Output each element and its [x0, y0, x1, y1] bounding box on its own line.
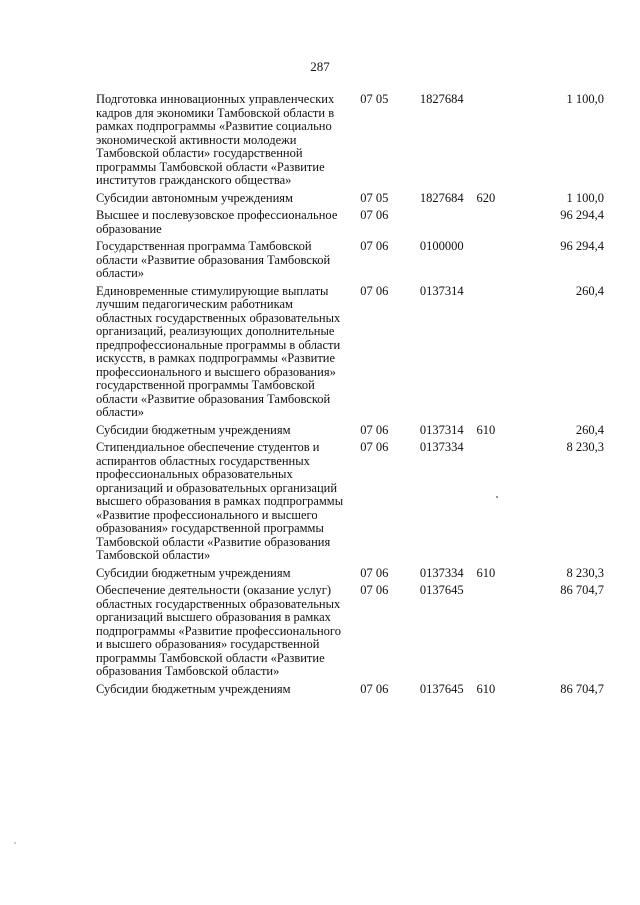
scan-speck	[496, 496, 498, 498]
expense-type-code	[476, 285, 522, 424]
section-code: 07 05	[360, 92, 389, 106]
item-name: Подготовка инновационных управленческих кадров для экономики Тамбовской области в рамках подпрограммы «Развитие социально экономической активности молодежи Тамбовской области» государственной программы Тамбовской области «Развитие институтов гражданского общества»	[96, 92, 335, 187]
section-code: 07 06	[360, 565, 389, 580]
amount: 86 704,7	[560, 681, 604, 696]
amount: 8 230,3	[566, 440, 604, 454]
section-code: 07 06	[360, 583, 389, 597]
table-row	[96, 240, 604, 285]
section-code: 07 05	[360, 190, 389, 205]
expense-type-code: 610	[476, 681, 496, 696]
table-row	[96, 285, 604, 424]
target-code: 0137314	[419, 422, 464, 437]
target-code: 1827684	[419, 92, 464, 106]
section-code: 07 06	[360, 422, 389, 437]
amount: 260,4	[575, 283, 604, 298]
item-name: Субсидии автономным учреждениям	[96, 190, 293, 205]
target-code: 0100000	[419, 239, 464, 253]
table-row	[96, 209, 604, 240]
section-code: 07 06	[360, 283, 389, 298]
expense-type-code: 610	[476, 565, 496, 580]
item-name: Субсидии бюджетным учреждениям	[96, 422, 291, 437]
table-row	[96, 441, 604, 567]
amount: 260,4	[575, 422, 604, 437]
expense-type-code	[476, 441, 522, 567]
expense-type-code	[476, 209, 522, 240]
section-code: 07 06	[360, 440, 389, 454]
target-code: 0137314	[419, 283, 464, 298]
amount: 86 704,7	[560, 583, 604, 597]
section-code: 07 06	[360, 208, 389, 222]
table-row	[96, 683, 604, 701]
item-name: Единовременные стимулирующие выплаты лучшим педагогическим работникам областных государственных образовательных организаций, реализующих дополнительные предпрофессиональные программы в области искусств, в рамках подпрограммы «Развитие профессионального и высшего образования» государственной программы Тамбовской области «Развитие образования Тамбовской области»	[96, 283, 341, 419]
amount: 8 230,3	[566, 565, 604, 580]
amount: 96 294,4	[560, 208, 604, 222]
target-code: 0137645	[419, 583, 464, 597]
target-code: 1827684	[419, 190, 464, 205]
target-code: 0137334	[419, 565, 464, 580]
expense-type-code: 620	[476, 190, 496, 205]
amount: 1 100,0	[566, 190, 604, 205]
table-row	[96, 584, 604, 683]
table-row	[96, 424, 604, 442]
item-name: Обеспечение деятельности (оказание услуг) областных государственных образовательных организаций высшего образования в рамках подпрограммы «Развитие профессионального и высшего образования» государственной программы Тамбовской области «Развитие образования Тамбовской области»	[96, 583, 341, 678]
amount: 1 100,0	[566, 92, 604, 106]
target-code: 0137334	[419, 440, 464, 454]
target-code: 0137645	[419, 681, 464, 696]
item-name: Субсидии бюджетным учреждениям	[96, 565, 291, 580]
section-code: 07 06	[360, 239, 389, 253]
item-name: Субсидии бюджетным учреждениям	[96, 681, 291, 696]
item-name: Высшее и послевузовское профессиональное образование	[96, 208, 338, 236]
expense-type-code: 610	[476, 422, 496, 437]
table-row	[96, 567, 604, 585]
section-code: 07 06	[360, 681, 389, 696]
target-code	[420, 209, 477, 240]
table-row	[96, 93, 604, 192]
budget-table	[96, 93, 604, 700]
item-name: Стипендиальное обеспечение студентов и аспирантов областных государственных профессиональных образовательных организаций и образовательных организаций высшего образования в рамках подпрограммы «Развитие профессионального и высшего образования» государственной программы Тамбовской области «Развитие образования Тамбовской области»	[96, 440, 344, 562]
amount: 96 294,4	[560, 239, 604, 253]
table-row	[96, 192, 604, 210]
item-name: Государственная программа Тамбовской области «Развитие образования Тамбовской области»	[96, 239, 331, 280]
page-number: 287	[310, 59, 330, 74]
expense-type-code	[476, 584, 522, 683]
expense-type-code	[476, 93, 522, 192]
scan-speck	[14, 842, 16, 844]
expense-type-code	[476, 240, 522, 285]
